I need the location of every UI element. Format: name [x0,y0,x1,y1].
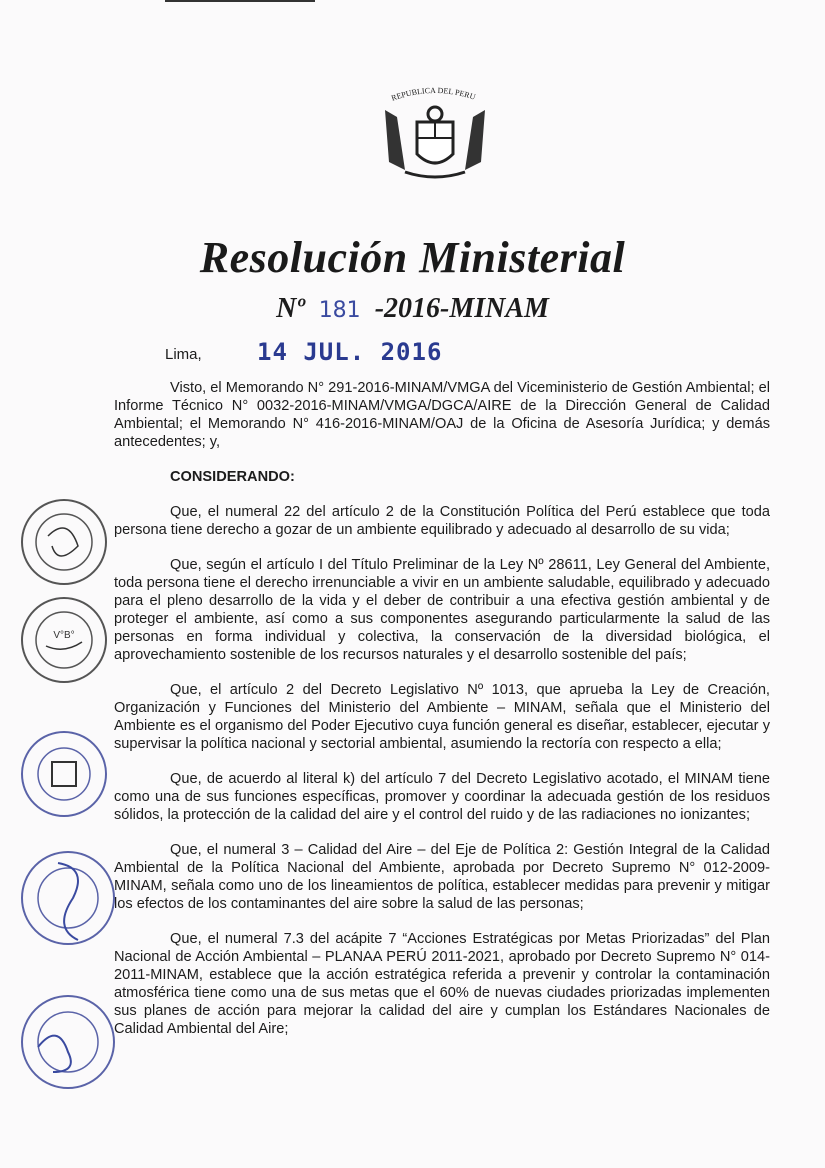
resolution-number [0,293,825,325]
paragraph: Que, el numeral 3 – Calidad del Aire – del Eje de Política 2: Gestión Integral de la Calidad Ambiental de la Política Nacional del Ambiente, aprobada por Decreto Supremo N° 012-2009-MINAM, señala como uno de los lineamientos de política, establecer medidas para prevenir y mitigar los efectos de los contaminantes del aire sobre la salud de las personas; [114,842,770,912]
paragraph: Que, el numeral 7.3 del acápite 7 “Acciones Estratégicas por Metas Priorizadas” del Plan Nacional de Acción Ambiental – PLANAA PERÚ 2011-2021, aprobado por Decreto Supremo N° 014-2011-MINAM, establece que la acción estratégica referida a prevenir y controlar la contaminación atmosférica tiene como una de sus metas que el 60% de nuevas ciudades priorizadas implementen sus planes de acción para mejorar la calidad del aire y cumplan los Estándares Nacionales de Calidad Ambiental del Aire; [114,931,770,1037]
approval-stamp [18,848,118,948]
document-body [114,379,770,1055]
date-stamp: 14 JUL. 2016 [257,338,443,366]
paragraph: Que, según el artículo I del Título Preliminar de la Ley Nº 28611, Ley General del Ambiente, toda persona tiene el derecho irrenunciable a vivir en un ambiente saludable, equilibrado y adecuado para el pleno desarrollo de la vida y el deber de contribuir a una efectiva gestión ambiental y de proteger el ambiente, así como a sus componentes asegurando particularmente la salud de las personas en forma individual y colectiva, la conservación de la diversidad biológica, el aprovechamiento sostenible de los recursos naturales y el desarrollo sostenible del país; [114,557,770,663]
paragraph: Que, el artículo 2 del Decreto Legislativo Nº 1013, que aprueba la Ley de Creación, Organización y Funciones del Ministerio del Ambiente – MINAM, señala que el Ministerio del Ambiente es el organismo del Poder Ejecutivo cuya función general es diseñar, establecer, ejecutar y supervisar la política nacional y sectorial ambiental, asumiendo la rectoría con respecto a ella; [114,682,770,752]
approval-stamp [18,992,118,1092]
paragraph: Que, el numeral 22 del artículo 2 de la Constitución Política del Perú establece que toda persona tiene derecho a gozar de un ambiente equilibrado y adecuado al desarrollo de su vida; [114,504,770,538]
peru-coat-of-arms-seal [375,82,495,182]
scan-edge-line [165,0,315,2]
document-title: Resolución Ministerial [199,233,626,282]
handwritten-number: 181 [318,298,361,323]
visto-paragraph: Visto, el Memorando N° 291-2016-MINAM/VMGA del Viceministerio de Gestión Ambiental; el Informe Técnico N° 0032-2016-MINAM/VMGA/DGCA/AIRE de la Dirección General de Calidad Ambiental; el Memorando N° 416-2016-MINAM/OAJ de la Oficina de Asesoría Jurídica; y demás antecedentes; y, [114,380,770,450]
considerando-heading: CONSIDERANDO: [170,469,295,485]
number-suffix: -2016-MINAM [374,293,549,324]
approval-stamp [18,496,110,588]
approval-stamp [18,594,110,686]
number-prefix: Nº [276,293,305,324]
paragraph: Que, de acuerdo al literal k) del artículo 7 del Decreto Legislativo acotado, el MINAM tiene como una de sus funciones específicas, promover y coordinar la adecuada gestión de los residuos sólidos, la protección de la calidad del aire y el control del ruido y de las radiaciones no ionizantes; [114,771,770,823]
svg-text:REPUBLICA DEL PERU: REPUBLICA DEL PERU [390,85,477,103]
place-label: Lima, [165,346,202,363]
svg-text:V°B°: V°B° [53,630,75,641]
approval-stamp [18,728,110,820]
